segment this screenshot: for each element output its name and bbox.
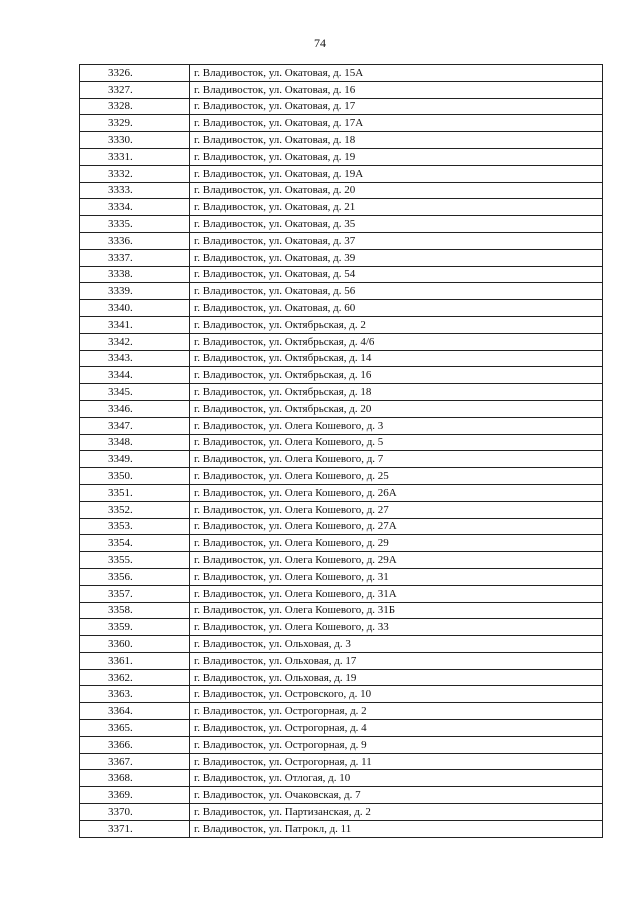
row-number: 3330. (80, 132, 190, 149)
row-number: 3350. (80, 468, 190, 485)
table-row (80, 636, 603, 653)
row-address: г. Владивосток, ул. Окатовая, д. 17А (190, 115, 603, 132)
row-number: 3366. (80, 736, 190, 753)
table-row (80, 686, 603, 703)
row-address: г. Владивосток, ул. Отлогая, д. 10 (190, 770, 603, 787)
table-row (80, 434, 603, 451)
table-row (80, 484, 603, 501)
row-address: г. Владивосток, ул. Патрокл, д. 11 (190, 820, 603, 837)
table-row (80, 199, 603, 216)
table-row (80, 720, 603, 737)
row-address: г. Владивосток, ул. Окатовая, д. 20 (190, 182, 603, 199)
row-address: г. Владивосток, ул. Октябрьская, д. 14 (190, 350, 603, 367)
table-row (80, 283, 603, 300)
address-table-body (80, 65, 603, 838)
row-address: г. Владивосток, ул. Окатовая, д. 21 (190, 199, 603, 216)
row-address: г. Владивосток, ул. Окатовая, д. 37 (190, 232, 603, 249)
row-address: г. Владивосток, ул. Ольховая, д. 19 (190, 669, 603, 686)
row-number: 3368. (80, 770, 190, 787)
row-address: г. Владивосток, ул. Октябрьская, д. 2 (190, 316, 603, 333)
row-number: 3332. (80, 165, 190, 182)
table-row (80, 736, 603, 753)
row-address: г. Владивосток, ул. Олега Кошевого, д. 26А (190, 484, 603, 501)
row-address: г. Владивосток, ул. Окатовая, д. 56 (190, 283, 603, 300)
table-row (80, 518, 603, 535)
row-address: г. Владивосток, ул. Октябрьская, д. 18 (190, 384, 603, 401)
row-number: 3356. (80, 568, 190, 585)
table-row (80, 400, 603, 417)
row-address: г. Владивосток, ул. Олега Кошевого, д. 27 (190, 501, 603, 518)
table-row (80, 787, 603, 804)
table-row (80, 568, 603, 585)
table-row (80, 249, 603, 266)
row-number: 3335. (80, 216, 190, 233)
row-number: 3360. (80, 636, 190, 653)
row-address: г. Владивосток, ул. Олега Кошевого, д. 33 (190, 619, 603, 636)
row-number: 3351. (80, 484, 190, 501)
row-address: г. Владивосток, ул. Окатовая, д. 60 (190, 300, 603, 317)
row-address: г. Владивосток, ул. Окатовая, д. 39 (190, 249, 603, 266)
row-address: г. Владивосток, ул. Олега Кошевого, д. 27А (190, 518, 603, 535)
row-address: г. Владивосток, ул. Островского, д. 10 (190, 686, 603, 703)
row-address: г. Владивосток, ул. Острогорная, д. 2 (190, 703, 603, 720)
row-address: г. Владивосток, ул. Очаковская, д. 7 (190, 787, 603, 804)
page-number: 74 (314, 36, 326, 50)
row-address: г. Владивосток, ул. Окатовая, д. 19А (190, 165, 603, 182)
table-row (80, 753, 603, 770)
table-row (80, 451, 603, 468)
table-row (80, 703, 603, 720)
row-number: 3349. (80, 451, 190, 468)
row-address: г. Владивосток, ул. Ольховая, д. 17 (190, 652, 603, 669)
table-row (80, 468, 603, 485)
table-row (80, 619, 603, 636)
row-address: г. Владивосток, ул. Олега Кошевого, д. 29 (190, 535, 603, 552)
table-row (80, 820, 603, 837)
row-number: 3331. (80, 148, 190, 165)
table-row (80, 501, 603, 518)
row-number: 3355. (80, 552, 190, 569)
row-address: г. Владивосток, ул. Окатовая, д. 19 (190, 148, 603, 165)
table-row (80, 602, 603, 619)
row-address: г. Владивосток, ул. Олега Кошевого, д. 25 (190, 468, 603, 485)
row-number: 3338. (80, 266, 190, 283)
table-row (80, 165, 603, 182)
table-row (80, 316, 603, 333)
row-number: 3362. (80, 669, 190, 686)
row-number: 3327. (80, 81, 190, 98)
row-number: 3353. (80, 518, 190, 535)
row-number: 3333. (80, 182, 190, 199)
row-number: 3365. (80, 720, 190, 737)
row-number: 3342. (80, 333, 190, 350)
table-row (80, 232, 603, 249)
row-number: 3337. (80, 249, 190, 266)
row-address: г. Владивосток, ул. Олега Кошевого, д. 31А (190, 585, 603, 602)
row-address: г. Владивосток, ул. Партизанская, д. 2 (190, 804, 603, 821)
table-row (80, 115, 603, 132)
row-number: 3371. (80, 820, 190, 837)
row-address: г. Владивосток, ул. Октябрьская, д. 4/6 (190, 333, 603, 350)
row-address: г. Владивосток, ул. Окатовая, д. 54 (190, 266, 603, 283)
row-number: 3336. (80, 232, 190, 249)
row-number: 3329. (80, 115, 190, 132)
table-row (80, 148, 603, 165)
table-row (80, 65, 603, 82)
table-row (80, 266, 603, 283)
row-address: г. Владивосток, ул. Острогорная, д. 4 (190, 720, 603, 737)
row-number: 3369. (80, 787, 190, 804)
table-row (80, 350, 603, 367)
row-address: г. Владивосток, ул. Октябрьская, д. 20 (190, 400, 603, 417)
row-number: 3344. (80, 367, 190, 384)
table-row (80, 585, 603, 602)
row-number: 3339. (80, 283, 190, 300)
table-row (80, 384, 603, 401)
row-address: г. Владивосток, ул. Олега Кошевого, д. 31 (190, 568, 603, 585)
table-row (80, 367, 603, 384)
row-number: 3363. (80, 686, 190, 703)
table-row (80, 535, 603, 552)
row-address: г. Владивосток, ул. Острогорная, д. 11 (190, 753, 603, 770)
table-row (80, 333, 603, 350)
table-row (80, 669, 603, 686)
row-number: 3326. (80, 65, 190, 82)
row-address: г. Владивосток, ул. Олега Кошевого, д. 7 (190, 451, 603, 468)
table-row (80, 300, 603, 317)
table-row (80, 132, 603, 149)
address-table (79, 64, 603, 838)
row-address: г. Владивосток, ул. Ольховая, д. 3 (190, 636, 603, 653)
row-number: 3343. (80, 350, 190, 367)
row-number: 3367. (80, 753, 190, 770)
row-address: г. Владивосток, ул. Олега Кошевого, д. 5 (190, 434, 603, 451)
row-number: 3341. (80, 316, 190, 333)
row-number: 3359. (80, 619, 190, 636)
table-row (80, 216, 603, 233)
row-number: 3334. (80, 199, 190, 216)
row-address: г. Владивосток, ул. Олега Кошевого, д. 29А (190, 552, 603, 569)
row-address: г. Владивосток, ул. Октябрьская, д. 16 (190, 367, 603, 384)
row-address: г. Владивосток, ул. Олега Кошевого, д. 3 (190, 417, 603, 434)
table-row (80, 182, 603, 199)
row-number: 3345. (80, 384, 190, 401)
row-address: г. Владивосток, ул. Окатовая, д. 15А (190, 65, 603, 82)
table-row (80, 804, 603, 821)
row-number: 3357. (80, 585, 190, 602)
row-address: г. Владивосток, ул. Окатовая, д. 35 (190, 216, 603, 233)
table-row (80, 770, 603, 787)
row-number: 3364. (80, 703, 190, 720)
table-row (80, 652, 603, 669)
row-address: г. Владивосток, ул. Окатовая, д. 17 (190, 98, 603, 115)
table-row (80, 552, 603, 569)
row-address: г. Владивосток, ул. Окатовая, д. 18 (190, 132, 603, 149)
row-number: 3370. (80, 804, 190, 821)
row-number: 3348. (80, 434, 190, 451)
row-number: 3346. (80, 400, 190, 417)
row-number: 3328. (80, 98, 190, 115)
row-number: 3361. (80, 652, 190, 669)
row-number: 3358. (80, 602, 190, 619)
row-number: 3347. (80, 417, 190, 434)
table-row (80, 417, 603, 434)
row-number: 3352. (80, 501, 190, 518)
row-address: г. Владивосток, ул. Острогорная, д. 9 (190, 736, 603, 753)
row-address: г. Владивосток, ул. Олега Кошевого, д. 31Б (190, 602, 603, 619)
row-number: 3340. (80, 300, 190, 317)
row-number: 3354. (80, 535, 190, 552)
row-address: г. Владивосток, ул. Окатовая, д. 16 (190, 81, 603, 98)
table-row (80, 98, 603, 115)
table-row (80, 81, 603, 98)
